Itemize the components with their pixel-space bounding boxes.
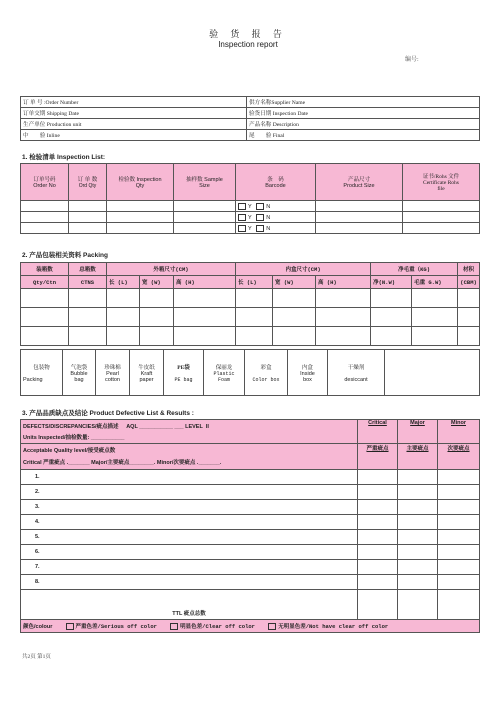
material-bubble-bag[interactable]: 气泡袋 Bubble bag: [63, 350, 96, 396]
defect-row[interactable]: 5.: [21, 530, 480, 545]
defect-row[interactable]: 2.: [21, 485, 480, 500]
col-product-size: 产品尺寸 Product Size: [316, 164, 403, 201]
pk-sub: CTNS: [69, 276, 107, 289]
shipping-date-field[interactable]: 订单交期 Shipping Date: [21, 108, 247, 119]
material-pearl-cotton[interactable]: 珍珠棉 Pearl cotton: [96, 350, 130, 396]
col-barcode: 条 码 Barcode: [236, 164, 316, 201]
inspection-date-field[interactable]: 验货日期 Inspection Date: [247, 108, 480, 119]
inline-field[interactable]: 中 验 Inline: [21, 130, 247, 141]
order-info-table: [20, 96, 480, 141]
barcode-yn: Y N: [236, 201, 316, 212]
pk-inner-size: 内盒尺寸(CM): [236, 263, 371, 276]
order-number-field[interactable]: 订 单 号 :Order Number: [21, 97, 247, 108]
defect-row[interactable]: 6.: [21, 545, 480, 560]
no-checkbox[interactable]: [256, 225, 264, 232]
pk-outer-size: 外箱尺寸(CM): [107, 263, 236, 276]
defect-row[interactable]: 3.: [21, 500, 480, 515]
yes-checkbox[interactable]: [238, 203, 246, 210]
col-certificate: 证书/Rohs 文件 Certificate Rohs file: [403, 164, 480, 201]
section-2-title: 2. 产品包装相关资料 Packing: [22, 252, 108, 259]
col-inspection-qty: 检验数 Inspection Qty: [107, 164, 174, 201]
report-title-cn: 验 货 报 告: [209, 29, 287, 39]
major-header: Major: [398, 420, 438, 444]
material-desiccant[interactable]: 干燥剂 desiccant: [328, 350, 385, 396]
inspection-row: [21, 212, 480, 223]
defect-row[interactable]: 1.: [21, 470, 480, 485]
yes-checkbox[interactable]: [238, 214, 246, 221]
inspection-row: [21, 201, 480, 212]
critical-cn: 严重疵点: [358, 444, 398, 470]
pk-sub: 高 (H): [174, 276, 236, 289]
no-checkbox[interactable]: [256, 214, 264, 221]
pk-sub: 高 (H): [316, 276, 371, 289]
pk-sub: (CBM): [458, 276, 480, 289]
production-unit-field[interactable]: 生产单位 Production unit: [21, 119, 247, 130]
barcode-yn: Y N: [236, 212, 316, 223]
defect-row[interactable]: 8.: [21, 575, 480, 590]
packing-row: [21, 308, 480, 327]
colour-row: 颜色/colour 严重色差/Serious off color 明显色差/Clear off color 无明显色差/Not have clear off color: [21, 620, 480, 633]
pk-sub: 长 (L): [107, 276, 140, 289]
description-field[interactable]: 产品名称 Description: [247, 119, 480, 130]
pk-sub: 宽 (W): [140, 276, 174, 289]
aql-row: Acceptable Quality level/接受疵点数 Critical 严重疵点 ._______ Major/主要疵点________. Minor/次要疵点 ._______.: [21, 444, 358, 470]
col-order-no: 订单号码 Order No: [21, 164, 69, 201]
defects-header: DEFECTS/DISCREPANCIES/疵点描述 AQL ___________ ___ LEVEL II Units Inspected/抽检数量: ___________: [21, 420, 358, 444]
packing-label: 包装物 Packing: [21, 350, 63, 396]
pk-sub: 长 (L): [236, 276, 273, 289]
pk-weight: 净毛重（KG): [371, 263, 458, 276]
material-pe-bag[interactable]: PE袋 PE bag: [164, 350, 204, 396]
no-off-color-checkbox[interactable]: [268, 623, 276, 630]
major-cn: 主要疵点: [398, 444, 438, 470]
defect-row[interactable]: 7.: [21, 560, 480, 575]
pk-sub: 毛重 G.W): [412, 276, 458, 289]
serial-number-label: 编号:: [405, 57, 419, 63]
ttl-total: TTL 疵点总数: [21, 590, 358, 620]
material-blank: [385, 350, 480, 396]
pk-total-ctns: 总箱数: [69, 263, 107, 276]
serious-off-color-checkbox[interactable]: [66, 623, 74, 630]
defect-row[interactable]: 4.: [21, 515, 480, 530]
material-kraft-paper[interactable]: 牛皮纸 Kraft paper: [130, 350, 164, 396]
section-1-title: 1. 检验清单 Inspection List:: [22, 154, 106, 161]
barcode-yn: Y N: [236, 223, 316, 234]
report-title-en: Inspection report: [218, 40, 278, 49]
pk-sub: Qty/Ctn: [21, 276, 69, 289]
section-3-title: 3. 产品品质缺点及结论 Product Defective List & Results :: [22, 410, 194, 417]
inspection-row: [21, 223, 480, 234]
inspection-list-table: [20, 163, 480, 234]
packing-row: [21, 289, 480, 308]
col-order-qty: 订 单 数 Ord Qty: [69, 164, 107, 201]
yes-checkbox[interactable]: [238, 225, 246, 232]
packing-row: [21, 327, 480, 346]
pk-sub: 净(N.W): [371, 276, 412, 289]
pk-qty-per-ctn: 装箱数: [21, 263, 69, 276]
supplier-name-field[interactable]: 供方名称Supplier Name: [247, 97, 480, 108]
material-plastic-foam[interactable]: 保丽龙 Plastic Foam: [204, 350, 245, 396]
defects-table: [20, 419, 480, 633]
col-sample-size: 抽样数 Sample Size: [174, 164, 236, 201]
material-inside-box[interactable]: 内盒 Inside box: [288, 350, 328, 396]
packing-materials-table: [20, 349, 480, 396]
packing-table: [20, 262, 480, 346]
minor-header: Minor: [438, 420, 480, 444]
page-footer: 共2页 第1页: [22, 654, 51, 660]
minor-cn: 次要疵点: [438, 444, 480, 470]
pk-sub: 宽 (W): [273, 276, 316, 289]
pk-volume: 材积: [458, 263, 480, 276]
no-checkbox[interactable]: [256, 203, 264, 210]
critical-header: Critical: [358, 420, 398, 444]
final-field[interactable]: 尾 验 Final: [247, 130, 480, 141]
material-color-box[interactable]: 彩盒 Color box: [245, 350, 288, 396]
clear-off-color-checkbox[interactable]: [170, 623, 178, 630]
